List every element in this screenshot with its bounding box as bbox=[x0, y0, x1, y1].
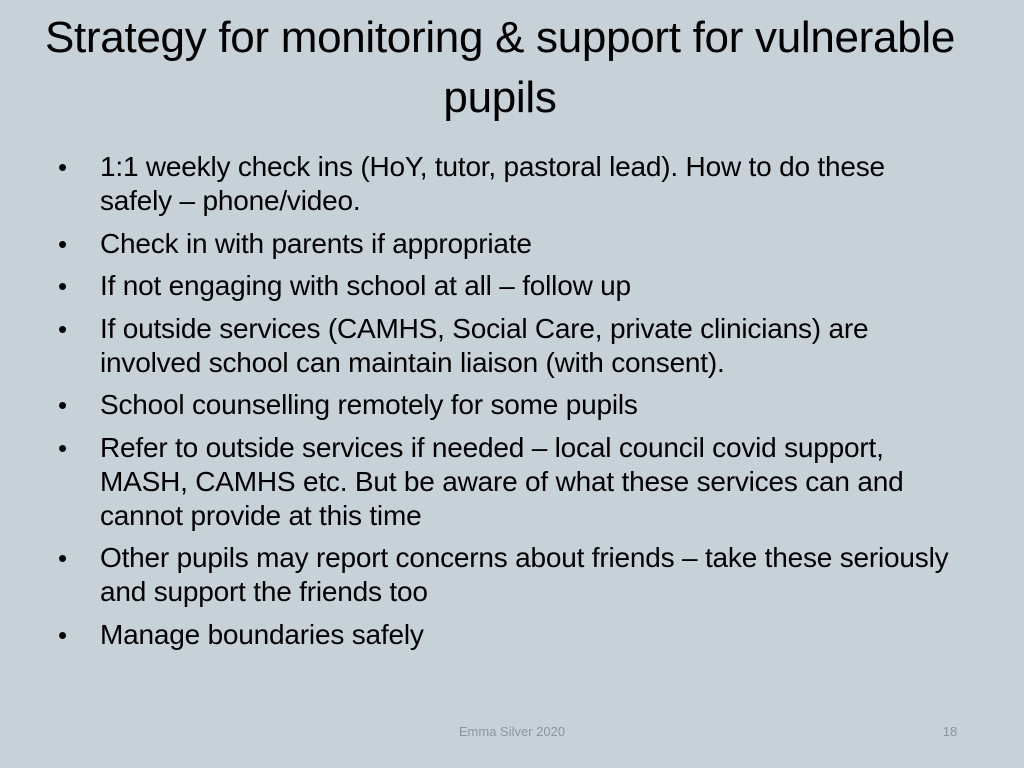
bullet-icon: • bbox=[58, 228, 67, 259]
bullet-text: 1:1 weekly check ins (HoY, tutor, pastoral lead). How to do these safely – phone/video. bbox=[100, 151, 885, 216]
bullet-icon: • bbox=[58, 543, 67, 573]
footer-author: Emma Silver 2020 bbox=[458, 724, 566, 739]
bullet-icon: • bbox=[58, 152, 67, 182]
bullet-text: Manage boundaries safely bbox=[100, 618, 424, 650]
bullet-text: Check in with parents if appropriate bbox=[100, 227, 532, 259]
bullet-text: If not engaging with school at all – follow up bbox=[100, 270, 631, 301]
bullet-text: Other pupils may report concerns about friends – take these seriously and support the friends too bbox=[100, 542, 949, 607]
bullet-list bbox=[58, 150, 958, 660]
bullet-text: If outside services (CAMHS, Social Care, private clinicians) are involved school can maintain liaison (with consent). bbox=[100, 312, 869, 378]
bullet-item bbox=[58, 150, 958, 218]
bullet-text: Refer to outside services if needed – local council covid support, MASH, CAMHS etc. But be aware of what these services can and cannot provide at this time bbox=[100, 431, 904, 531]
bullet-icon: • bbox=[58, 271, 67, 301]
bullet-icon: • bbox=[58, 390, 67, 420]
bullet-text: School counselling remotely for some pupils bbox=[100, 389, 638, 420]
bullet-item bbox=[58, 388, 958, 422]
bullet-item bbox=[58, 269, 958, 303]
bullet-icon: • bbox=[58, 432, 67, 463]
slide-title: Strategy for monitoring & support for vulnerable pupils bbox=[44, 13, 956, 122]
bullet-icon: • bbox=[58, 619, 67, 650]
bullet-item bbox=[58, 541, 958, 609]
page-number: 18 bbox=[942, 724, 958, 739]
bullet-item bbox=[58, 618, 958, 652]
bullet-icon: • bbox=[58, 313, 67, 344]
bullet-item bbox=[58, 227, 958, 261]
bullet-item bbox=[58, 431, 958, 533]
bullet-item bbox=[58, 312, 958, 380]
